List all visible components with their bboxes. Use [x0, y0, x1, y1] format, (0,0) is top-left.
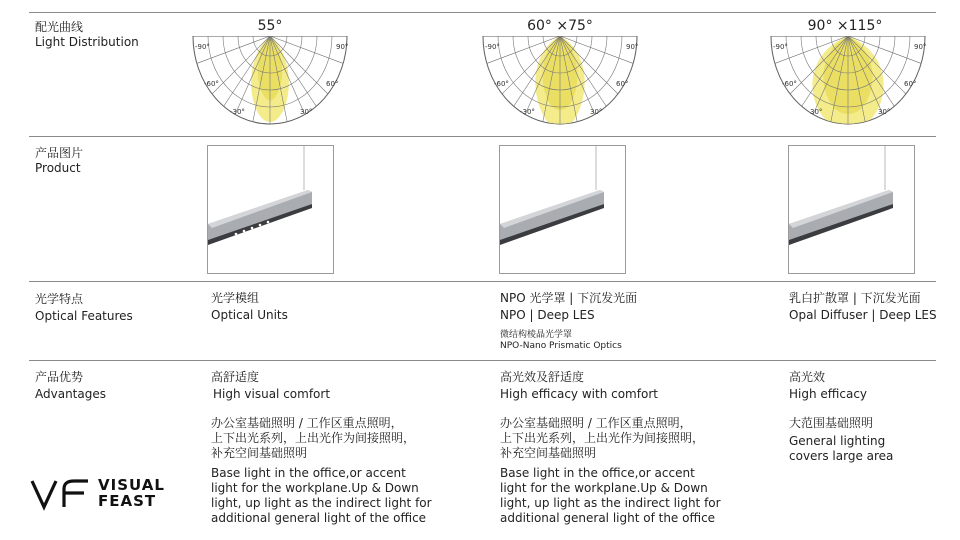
- vf-mark-icon: [30, 477, 100, 511]
- desc-line: 办公室基础照明 / 工作区重点照明，: [211, 416, 403, 430]
- product-image: [499, 145, 626, 274]
- features-cn: 光学模组: [211, 291, 260, 305]
- advantage-title-en: High efficacy with comfort: [500, 387, 658, 401]
- row-divider-light: [29, 136, 936, 137]
- advantage-title-en: High efficacy: [789, 387, 868, 401]
- features-note-cn: 微结构棱晶光学罩: [500, 330, 573, 340]
- features-cn: NPO 光学罩 | 下沉发光面: [500, 291, 638, 305]
- logo-line1: VISUAL: [98, 476, 165, 494]
- angle-label: -60°: [782, 80, 797, 88]
- advantage-desc-cn: [500, 416, 704, 461]
- features-en: Optical Units: [211, 308, 288, 322]
- angle-label: -90°: [195, 43, 210, 51]
- row-divider-product: [29, 281, 936, 282]
- logo-line2: FEAST: [98, 492, 157, 510]
- row-label-advantages-cn: 产品优势: [35, 370, 84, 384]
- angle-label: -60°: [204, 80, 219, 88]
- angle-label: -90°: [485, 43, 500, 51]
- angle-label: 30°: [590, 108, 603, 116]
- product-image: [788, 145, 915, 274]
- advantage-desc-en: [789, 434, 893, 464]
- product-image: [207, 145, 334, 274]
- desc-line: 补充空间基础照明: [211, 446, 308, 460]
- row-label-light: [35, 20, 139, 50]
- angle-label: 30°: [878, 108, 891, 116]
- row-label-advantages: [35, 370, 106, 402]
- beam-angle-title: 55°: [257, 18, 283, 34]
- angle-label: -30°: [230, 108, 245, 116]
- angle-label: 30°: [300, 108, 313, 116]
- row-label-product-en: Product: [35, 161, 81, 175]
- desc-line: Base light in the office,or accent: [500, 466, 695, 480]
- desc-line: 办公室基础照明 / 工作区重点照明，: [500, 416, 692, 430]
- desc-line: light for the workplane.Up & Down: [500, 481, 708, 495]
- row-label-product: [35, 146, 83, 176]
- desc-line: 上下出光系列，上出光作为间接照明，: [500, 431, 705, 445]
- beam-angle-title: 60° ×75°: [527, 18, 593, 34]
- desc-line: additional general light of the office: [211, 511, 427, 525]
- polar-diagram: [768, 36, 928, 126]
- row-label-product-cn: 产品图片: [35, 146, 84, 160]
- row-divider-top: [29, 12, 936, 13]
- desc-line: covers large area: [789, 449, 894, 463]
- angle-label: -30°: [520, 108, 535, 116]
- desc-line: light, up light as the indirect light for: [211, 496, 432, 510]
- desc-line: additional general light of the office: [500, 511, 716, 525]
- row-label-features-en: Optical Features: [35, 309, 133, 323]
- angle-label: 90°: [914, 43, 927, 51]
- angle-label: 90°: [336, 43, 349, 51]
- desc-line: 大范围基础照明: [789, 416, 874, 430]
- features-cn: 乳白扩散罩 | 下沉发光面: [789, 291, 921, 305]
- features-en: NPO | Deep LES: [500, 308, 595, 322]
- row-label-features-cn: 光学特点: [35, 292, 84, 306]
- advantage-title-cn: 高光效及舒适度: [500, 370, 585, 384]
- advantage-title-cn: 高舒适度: [211, 370, 260, 384]
- features-en: Opal Diffuser | Deep LES: [789, 308, 937, 322]
- desc-line: 补充空间基础照明: [500, 446, 597, 460]
- row-label-features: [35, 292, 133, 324]
- advantage-desc-en: [500, 466, 721, 526]
- desc-line: General lighting: [789, 434, 886, 448]
- angle-label: 60°: [616, 80, 629, 88]
- angle-label: 60°: [904, 80, 917, 88]
- row-label-light-en: Light Distribution: [35, 35, 139, 49]
- polar-diagram: [190, 36, 350, 126]
- angle-label: 60°: [326, 80, 339, 88]
- advantage-desc-en: [211, 466, 432, 526]
- row-label-light-cn: 配光曲线: [35, 20, 84, 34]
- angle-label: 90°: [626, 43, 639, 51]
- desc-line: light, up light as the indirect light for: [500, 496, 721, 510]
- angle-label: 30°: [810, 108, 823, 116]
- advantage-title-en: High visual comfort: [213, 387, 331, 401]
- row-label-advantages-en: Advantages: [35, 387, 106, 401]
- desc-line: 上下出光系列，上出光作为间接照明，: [211, 431, 416, 445]
- desc-line: light for the workplane.Up & Down: [211, 481, 419, 495]
- beam-angle-title: 90° ×115°: [807, 18, 883, 34]
- angle-label: -60°: [494, 80, 509, 88]
- desc-line: Base light in the office,or accent: [211, 466, 406, 480]
- advantage-desc-cn: [789, 416, 873, 431]
- angle-label: -90°: [773, 43, 788, 51]
- visual-feast-logo: [30, 477, 170, 511]
- advantage-desc-cn: [211, 416, 415, 461]
- row-divider-features: [29, 360, 936, 361]
- polar-diagram: [480, 36, 640, 126]
- advantage-title-cn: 高光效: [789, 370, 826, 384]
- features-note-en: NPO-Nano Prismatic Optics: [500, 341, 622, 351]
